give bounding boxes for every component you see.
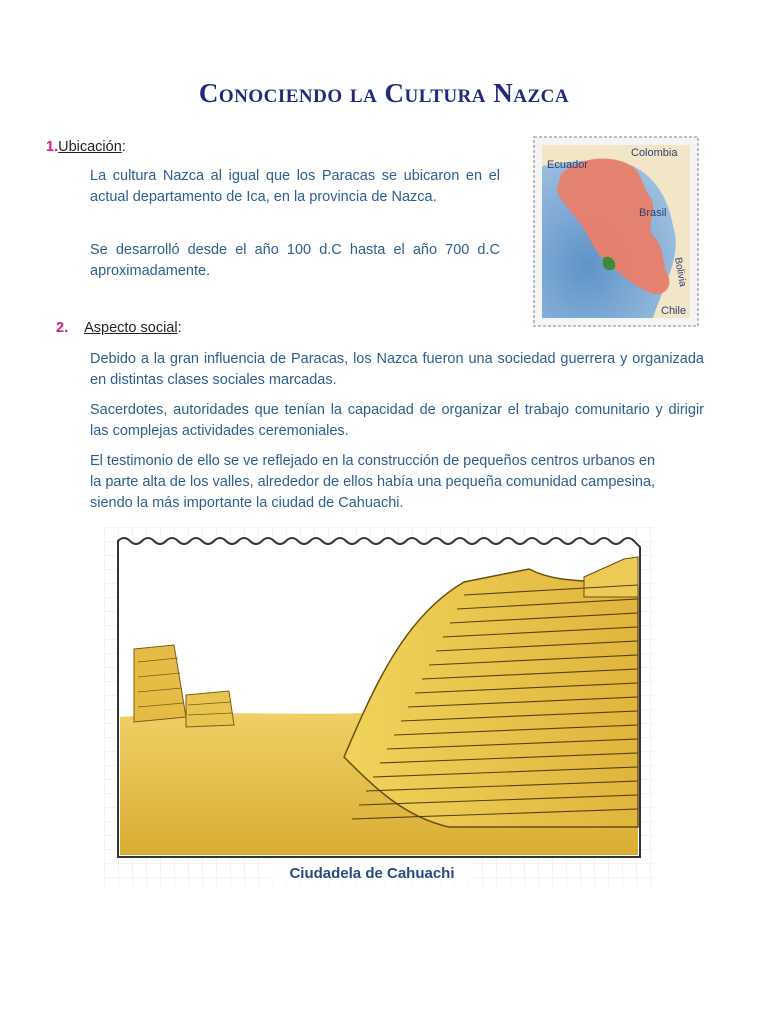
section-2-heading [56,320,182,336]
section-1-heading [46,139,126,155]
section-2-paragraph-1: Debido a la gran influencia de Paracas, los Nazca fueron una sociedad guerrera y organizada en distintas clases sociales marcadas. [90,351,704,388]
section-2-colon: : [177,320,182,336]
section-1-paragraph-1: La cultura Nazca al igual que los Paracas se ubicaron en el actual departamento de Ica, en la provincia de Nazca. [90,168,500,205]
section-1-label: Ubicación [58,139,122,155]
section-1-colon: : [121,139,126,155]
map-label-colombia: Colombia [631,147,678,159]
section-2-label: Aspecto social [84,320,178,336]
peru-map-stamp [533,136,699,327]
map-label-chile: Chile [661,305,687,317]
illustration-caption: Ciudadela de Cahuachi [289,865,455,882]
map-label-ecuador: Ecuador [547,159,588,171]
section-1-paragraph-2: Se desarrolló desde el año 100 d.C hasta el año 700 d.C aproximadamente. [90,242,500,279]
map-label-brasil: Brasil [639,207,667,219]
section-2-paragraph-2: Sacerdotes, autoridades que tenían la capacidad de organizar el trabajo comunitario y dirigir las complejas actividades ceremoniales. [90,402,704,439]
section-2-number: 2. [56,320,69,336]
page-title: Conociendo la Cultura Nazca [198,78,570,108]
section-2-paragraph-3: El testimonio de ello se ve reflejado en la construcción de pequeños centros urbanos en la parte alta de los valles, alrededor de ellos había una pequeña comunidad campesina, siendo la más importante la ciudad de Cahuachi. [90,453,656,511]
cahuachi-illustration [104,527,654,887]
section-1-number: 1. [46,139,59,155]
map-label-bolivia: Bolivia [672,256,688,288]
